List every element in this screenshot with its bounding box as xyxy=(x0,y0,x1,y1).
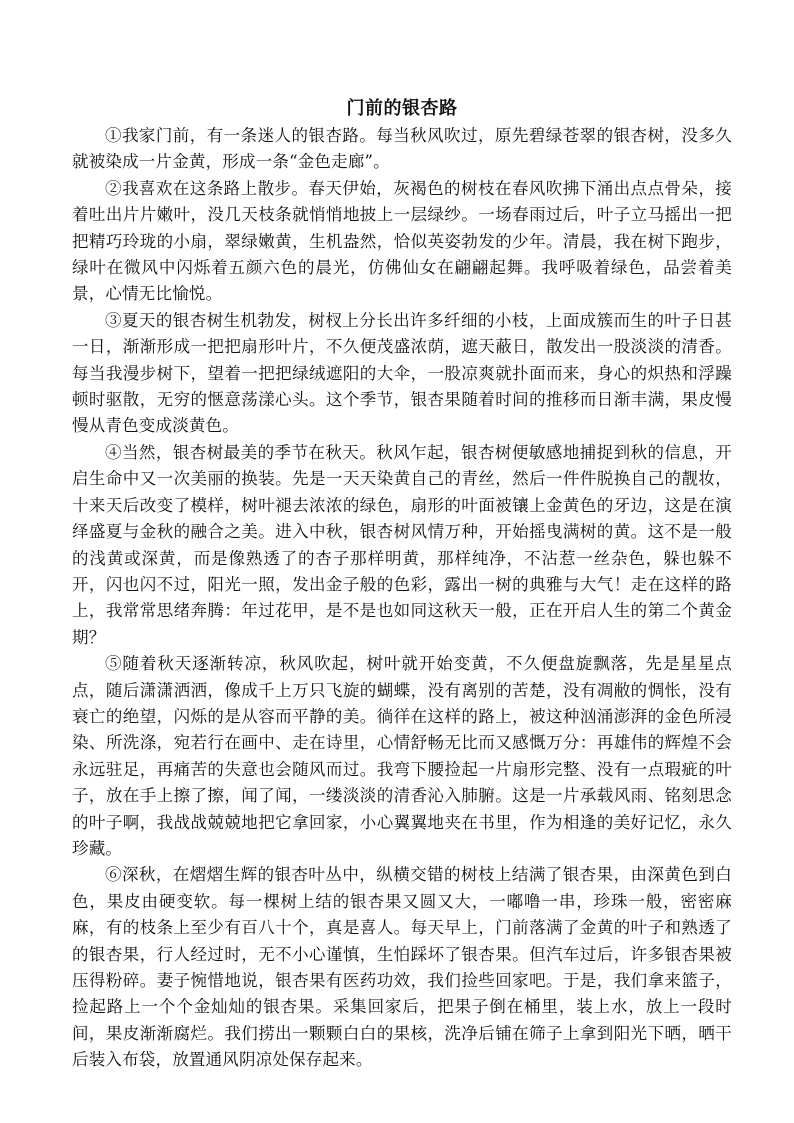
paragraph-5: ⑤随着秋天逐渐转凉，秋风吹起，树叶就开始变黄，不久便盘旋飘落，先是星星点点，随后潇潇洒洒，像成千上万只飞旋的蝴蝶，没有离别的苦楚，没有凋敝的惆怅，没有衰亡的绝望，闪烁的是从容而平静的美。徜徉在这样的路上，被这种汹涌澎湃的金色所浸染、所洗涤，宛若行在画中、走在诗里，心情舒畅无比而又感慨万分：再雄伟的辉煌不会永远驻足，再痛苦的失意也会随风而过。我弯下腰捡起一片扇形完整、没有一点瑕疵的叶子，放在手上擦了擦，闻了闻，一缕淡淡的清香沁入肺腑。这是一片承载风雨、铭刻思念的叶子啊，我战战兢兢地把它拿回家，小心翼翼地夹在书里，作为相逢的美好记忆，永久珍藏。 xyxy=(72,654,732,858)
paragraph-1: ①我家门前，有一条迷人的银杏路。每当秋风吹过，原先碧绿苍翠的银杏树，没多久就被染成一片金黄，形成一条“金色走廊”。 xyxy=(72,126,732,172)
document-page xyxy=(72,96,732,1074)
paragraph-2: ②我喜欢在这条路上散步。春天伊始，灰褐色的树枝在春风吹拂下涌出点点骨朵，接着吐出片片嫩叶，没几天枝条就悄悄地披上一层绿纱。一场春雨过后，叶子立马摇出一把把精巧玲珑的小扇，翠绿嫩黄，生机盎然，恰似英姿勃发的少年。清晨，我在树下跑步，绿叶在微风中闪烁着五颜六色的晨光，仿佛仙女在翩翩起舞。我呼吸着绿色，品尝着美景，心情无比愉悦。 xyxy=(72,178,732,304)
paragraph-3: ③夏天的银杏树生机勃发，树杈上分长出许多纤细的小枝，上面成簇而生的叶子日甚一日，渐渐形成一把把扇形叶片，不久便茂盛浓荫，遮天蔽日，散发出一股淡淡的清香。每当我漫步树下，望着一把把绿绒遮阳的大伞，一股凉爽就扑面而来，身心的炽热和浮躁顿时驱散，无穷的惬意荡漾心头。这个季节，银杏果随着时间的推移而日渐丰满，果皮慢慢从青色变成淡黄色。 xyxy=(72,310,732,436)
paragraph-6: ⑥深秋，在熠熠生辉的银杏叶丛中，纵横交错的树枝上结满了银杏果，由深黄色到白色，果皮由硬变软。每一棵树上结的银杏果又圆又大，一嘟噜一串，珍珠一般，密密麻麻，有的枝条上至少有百八十个，真是喜人。每天早上，门前落满了金黄的叶子和熟透了的银杏果，行人经过时，无不小心谨慎，生怕踩坏了银杏果。但汽车过后，许多银杏果被压得粉碎。妻子惋惜地说，银杏果有医药功效，我们捡些回家吧。于是，我们拿来篮子，捡起路上一个个金灿灿的银杏果。采集回家后，把果子倒在桶里，装上水，放上一段时间，果皮渐渐腐烂。我们捞出一颗颗白白的果核，洗净后铺在筛子上拿到阳光下晒，晒干后装入布袋，放置通风阴凉处保存起来。 xyxy=(72,865,732,1070)
document-title: 门前的银杏路 xyxy=(346,98,458,119)
paragraph-4: ④当然，银杏树最美的季节在秋天。秋风乍起，银杏树便敏感地捕捉到秋的信息，开启生命中又一次美丽的换装。先是一天天染黄自己的青丝，然后一件件脱换自己的靓妆，十来天后改变了模样，树叶褪去浓浓的绿色，扇形的叶面被镶上金黄色的牙边，这是在演绎盛夏与金秋的融合之美。进入中秋，银杏树风情万种，开始摇曳满树的黄。这不是一般的浅黄或深黄，而是像熟透了的杏子那样明黄，那样纯净，不沾惹一丝杂色，躲也躲不开，闪也闪不过，阳光一照，发出金子般的色彩，露出一树的典雅与大气！走在这样的路上，我常常思绪奔腾：年过花甲，是不是也如同这秋天一般，正在开启人生的第二个黄金期？ xyxy=(72,442,732,647)
